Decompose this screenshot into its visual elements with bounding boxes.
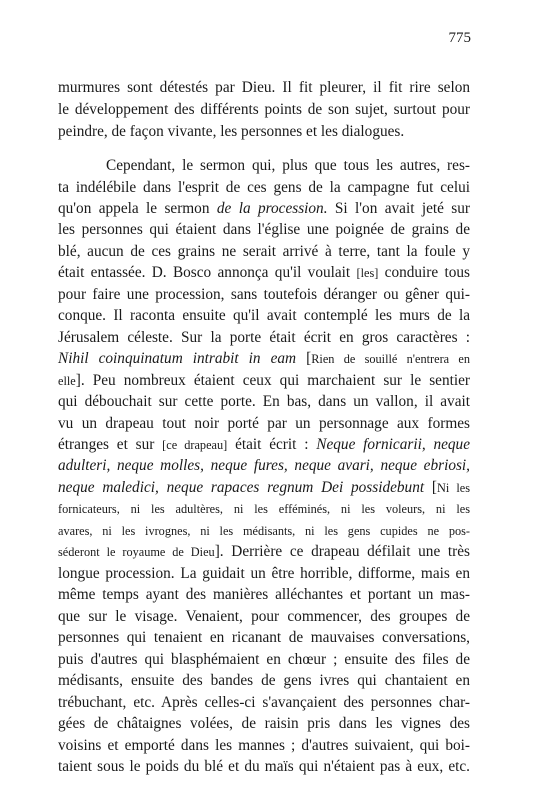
text-line: vu un drapeau tout noir porté par un personnage aux formes — [58, 415, 470, 432]
text-line: blé, aucun de ces grains ne serait arrivé à terre, tant la foule y — [58, 243, 470, 260]
text-line: les personnes qui étaient dans l'église une poignée de grains de — [58, 221, 470, 238]
text-line: Cependant, le sermon qui, plus que tous les autres, res- — [106, 157, 470, 174]
text-line: étranges et sur [ce drapeau] était écrit : Neque fornicarii, neque — [58, 436, 470, 453]
text-line: qui débouchait sur cette porte. En bas, dans un vallon, il avait — [58, 393, 470, 410]
text-line: séderont le royaume de Dieu]. Derrière ce drapeau défilait une très — [58, 543, 470, 560]
text-line: le développement des différents points de son sujet, surtout pour — [58, 101, 470, 118]
text-line: gées de châtaignes volées, de raisin pris dans les vignes des — [58, 715, 470, 732]
text-line: longue procession. La guidait un être horrible, difforme, mais en — [58, 565, 470, 582]
text-line: même temps ayant des manières alléchantes et portant un mas- — [58, 586, 470, 603]
text-line: neque maledici, neque rapaces regnum Dei possidebunt [Ni les — [58, 479, 471, 496]
text-line: fornicateurs, ni les adultères, ni les efféminés, ni les voleurs, ni les — [58, 502, 470, 516]
text-line: voisins et emporté dans les mannes ; d'autres suivaient, qui boi- — [58, 737, 470, 754]
text-line: était entassée. D. Bosco annonça qu'il voulait [les] conduire tous — [58, 264, 471, 281]
text-line: conque. Il raconta ensuite qu'il avait contemplé les murs de la — [58, 307, 470, 324]
text-line: Nihil coinquinatum intrabit in eam [Rien de souillé n'entrera en — [58, 350, 470, 367]
text-line: personnes qui tenaient en ricanant de mauvaises conversations, — [58, 629, 470, 646]
text-line: murmures sont détestés par Dieu. Il fit pleurer, il fit rire selon — [58, 79, 470, 96]
text-line: elle]. Peu nombreux étaient ceux qui marchaient sur le sentier — [58, 372, 470, 389]
text-line: médisants, ensuite des bandes de gens ivres qui chantaient en — [58, 672, 470, 689]
text-line: peindre, de façon vivante, les personnes et les dialogues. — [58, 123, 405, 140]
text-line: qu'on appela le sermon de la procession. Si l'on avait jeté sur — [58, 200, 470, 217]
text-line: que sur le visage. Venaient, pour commencer, des groupes de — [58, 608, 470, 625]
text-line: taient sous le poids du blé et du maïs qui n'étaient pas à eux, etc. — [58, 758, 470, 775]
text-line: trébuchant, etc. Après celles-ci s'avançaient des personnes char- — [58, 694, 470, 711]
page-number: 775 — [448, 30, 471, 46]
text-line: avares, ni les ivrognes, ni les médisants, ni les gens cupides ne pos- — [58, 524, 470, 538]
text-line: puis d'autres qui blasphémaient en chœur ; ensuite des files de — [58, 651, 470, 668]
text-line: Jérusalem céleste. Sur la porte était écrit en gros caractères : — [58, 329, 470, 346]
text-line: ta indélébile dans l'esprit de ces gens de la campagne fut celui — [58, 179, 470, 196]
text-line: adulteri, neque molles, neque fures, neque avari, neque ebriosi, — [58, 457, 470, 474]
text-line: pour faire une procession, sans toutefois déranger ou gêner qui- — [58, 286, 470, 303]
